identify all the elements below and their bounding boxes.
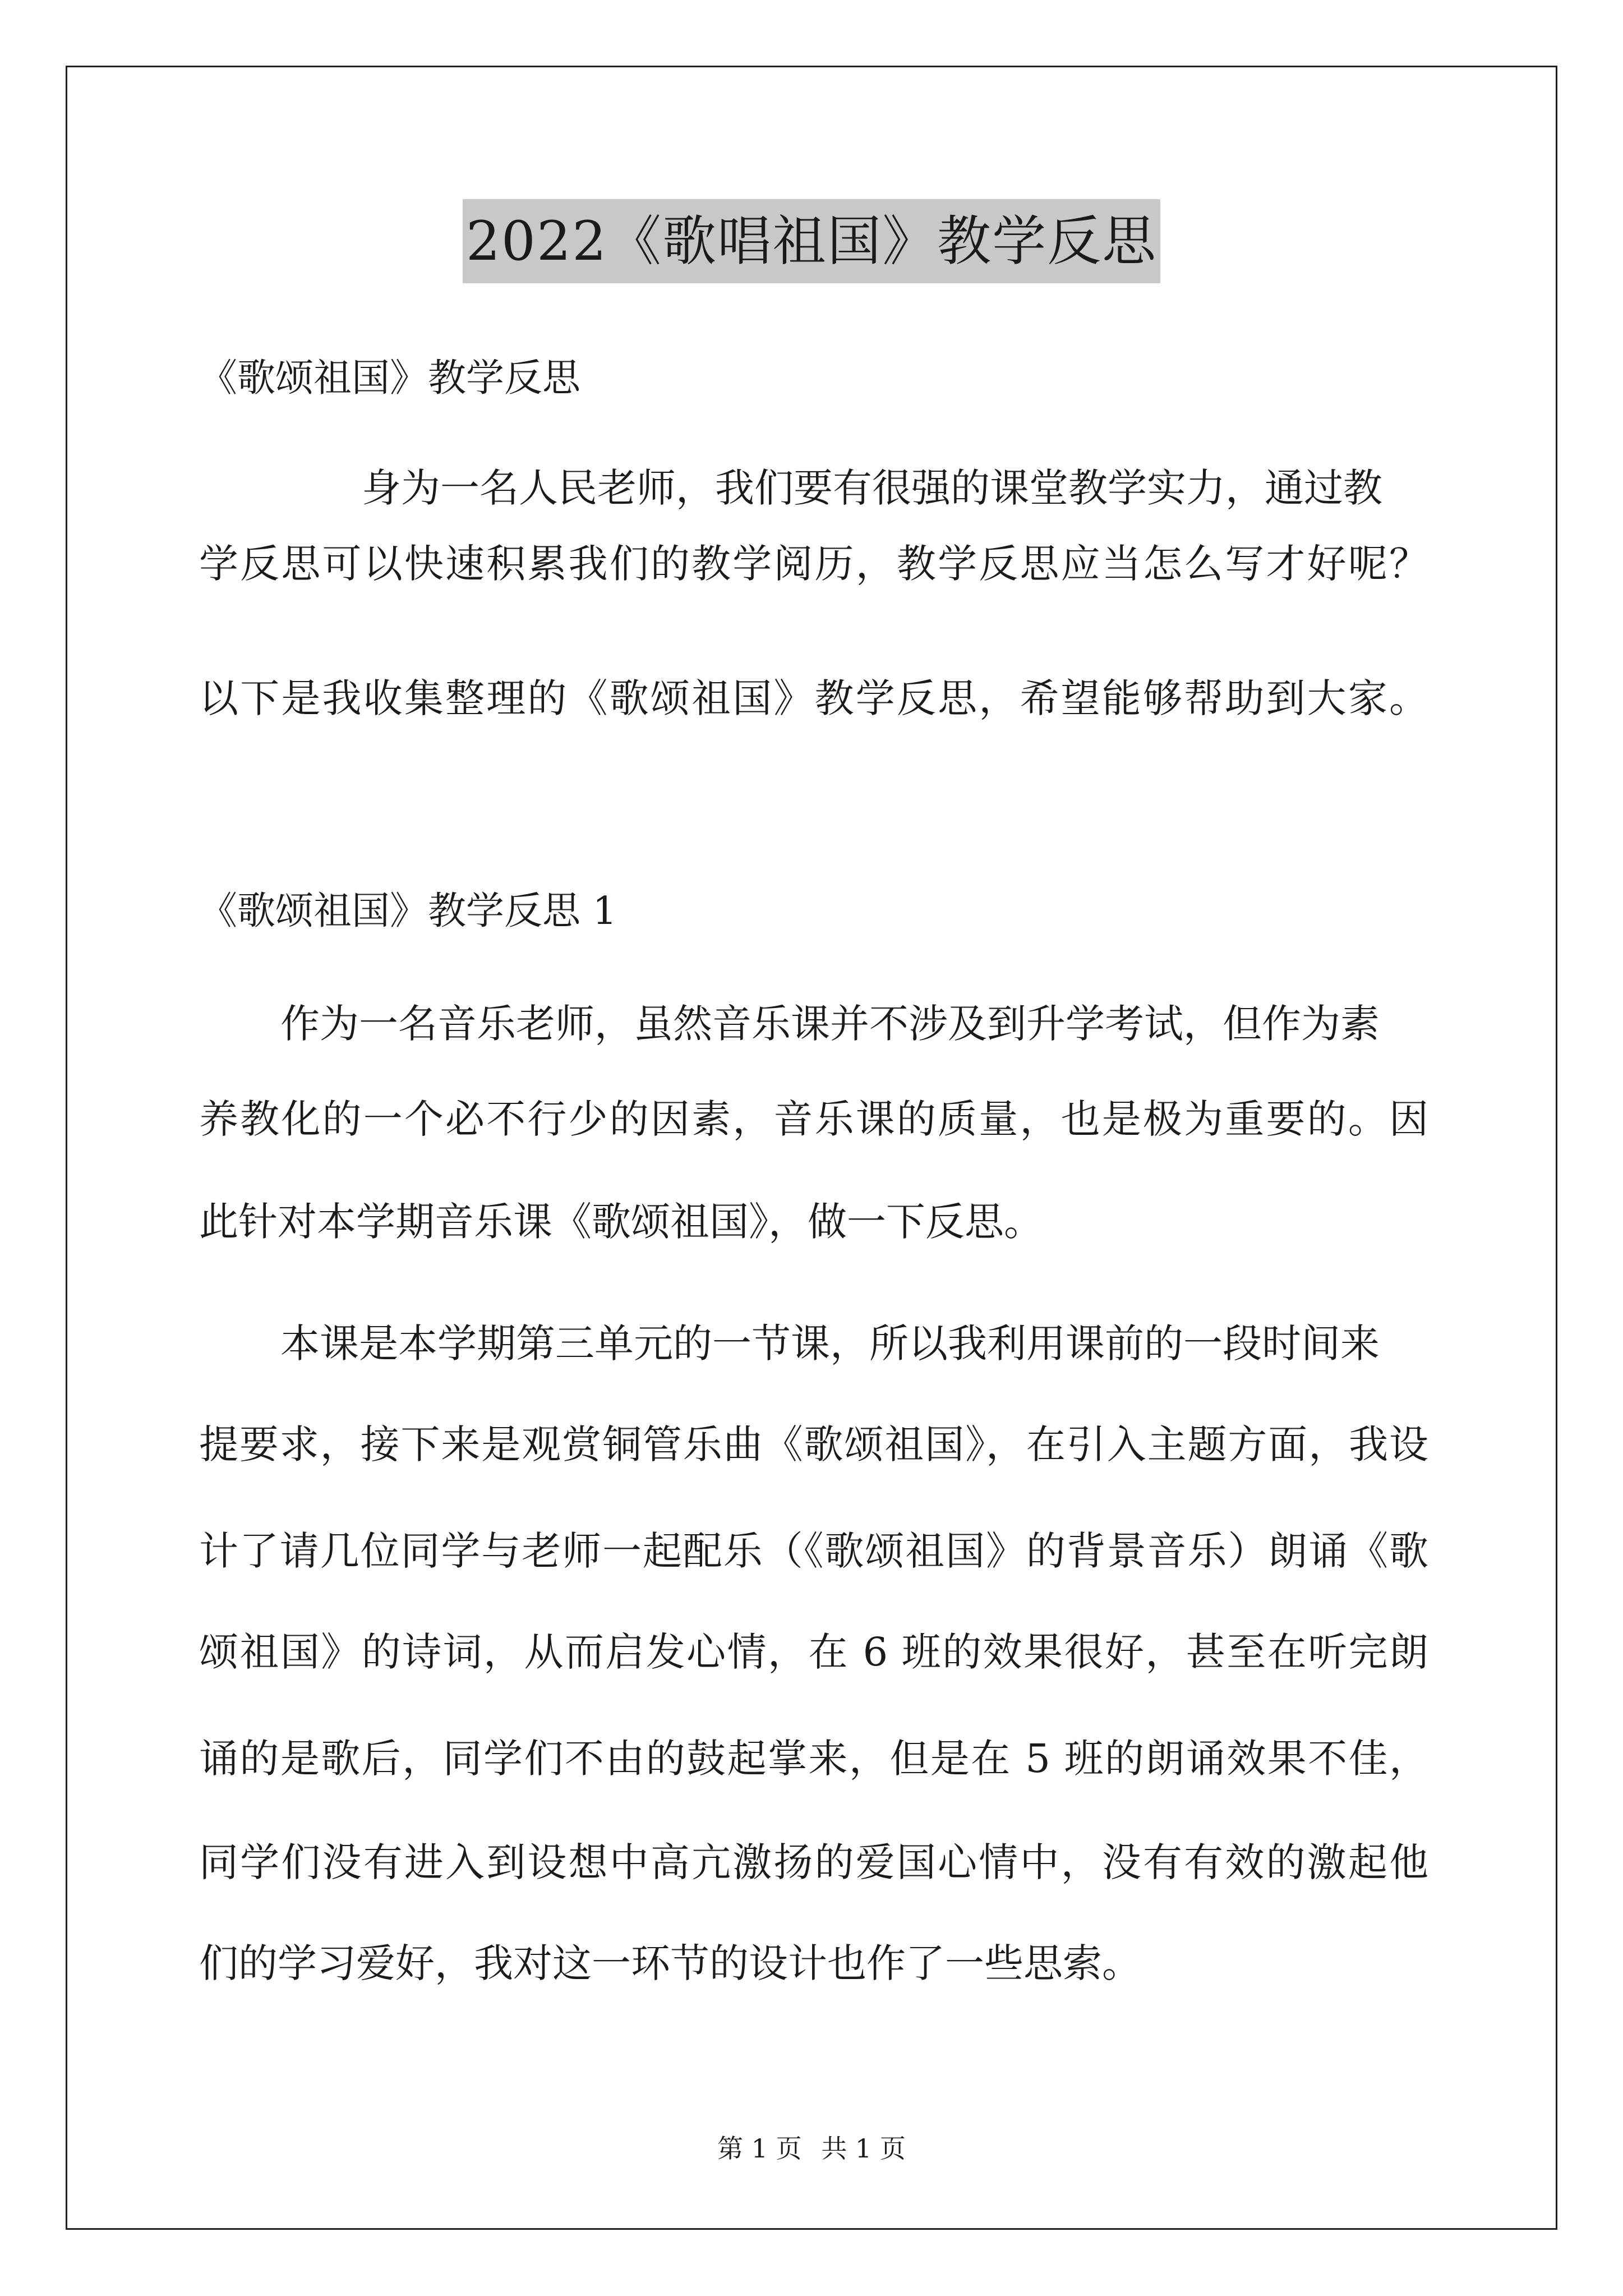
section-heading: 《歌颂祖国》教学反思 1 <box>199 889 617 933</box>
paragraph-line: 颂祖国》的诗词，从而启发心情，在 6 班的效果很好，甚至在听完朗 <box>199 1629 1428 1675</box>
paragraph-line: 们的学习爱好，我对这一环节的设计也作了一些思索。 <box>199 1940 1141 1986</box>
page-number: 第 1 页 <box>717 2133 802 2164</box>
paragraph-line: 身为一名人民老师，我们要有很强的课堂教学实力，通过教 <box>362 465 1382 511</box>
paragraph-line: 诵的是歌后，同学们不由的鼓起掌来，但是在 5 班的朗诵效果不佳， <box>199 1736 1428 1782</box>
document-title: 2022《歌唱祖国》教学反思 <box>463 199 1160 283</box>
paragraph-line: 学反思可以快速积累我们的教学阅历，教学反思应当怎么写才好呢？ <box>199 541 1428 587</box>
paragraph-line: 此针对本学期音乐课《歌颂祖国》，做一下反思。 <box>199 1199 1043 1245</box>
page-total: 共 1 页 <box>821 2133 906 2164</box>
paragraph-line: 计了请几位同学与老师一起配乐（《歌颂祖国》的背景音乐）朗诵《歌 <box>199 1528 1428 1574</box>
paragraph-line: 以下是我收集整理的《歌颂祖国》教学反思，希望能够帮助到大家。 <box>199 675 1428 721</box>
paragraph-line: 作为一名音乐老师，虽然音乐课并不涉及到升学考试，但作为素 <box>280 1001 1380 1047</box>
paragraph-line: 本课是本学期第三单元的一节课，所以我利用课前的一段时间来 <box>280 1320 1380 1366</box>
title-wrap <box>0 199 1623 283</box>
paragraph-line: 同学们没有进入到设想中高亢激扬的爱国心情中，没有有效的激起他 <box>199 1839 1428 1885</box>
paragraph-line: 提要求，接下来是观赏铜管乐曲《歌颂祖国》，在引入主题方面，我设 <box>199 1421 1428 1467</box>
section-heading: 《歌颂祖国》教学反思 <box>199 356 581 401</box>
page-footer <box>0 2132 1623 2165</box>
paragraph-line: 养教化的一个必不行少的因素，音乐课的质量，也是极为重要的。因 <box>199 1096 1428 1142</box>
